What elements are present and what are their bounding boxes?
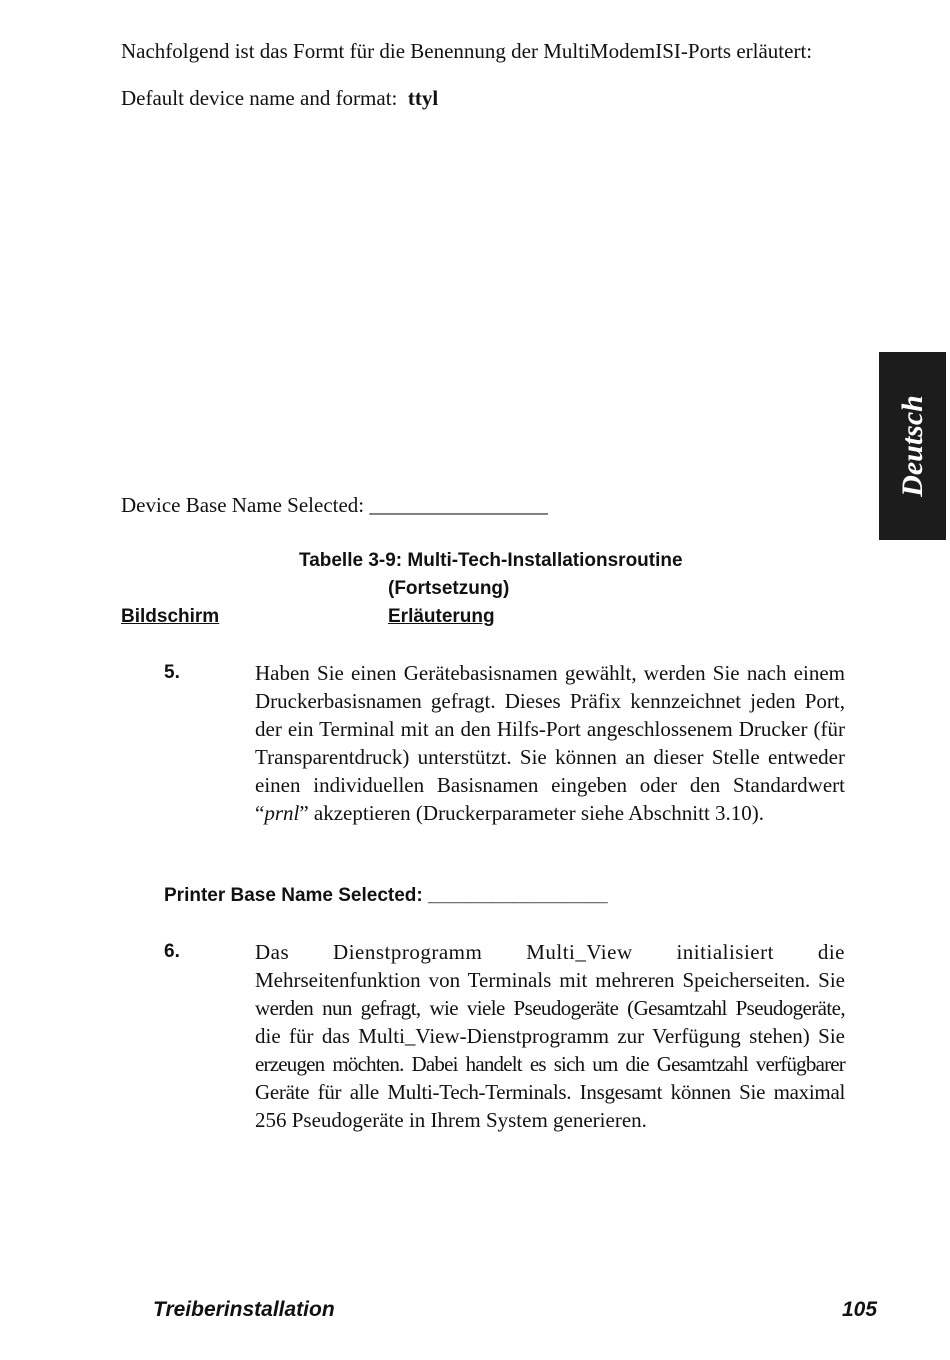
paragraph-line: der ein Terminal mit an den Hilfs-Port angeschlossenem Drucker (für — [255, 717, 845, 741]
default-device-line — [121, 84, 438, 112]
column-header-explanation: Erläuterung — [388, 606, 495, 627]
language-tab-label: Deutsch — [895, 395, 929, 497]
paragraph-line: Druckerbasisnamen gefragt. Dieses Präfix kennzeichnet jeden Port, — [255, 689, 845, 713]
footer-section-title: Treiberinstallation — [153, 1298, 335, 1321]
default-device-label: Default device name and format: — [121, 86, 398, 110]
paragraph-line: einen individuellen Basisnamen eingeben oder den Standardwert — [255, 773, 845, 797]
device-base-blank: _________________ — [369, 493, 548, 517]
printer-base-blank: _________________ — [428, 885, 608, 906]
paragraph-line: Mehrseitenfunktion von Terminals mit mehreren Speicherseiten. Sie — [255, 968, 845, 992]
paragraph-line: Das Dienstprogramm Multi_View initialisiert die — [255, 940, 845, 964]
step-6-paragraph — [255, 938, 845, 1134]
paragraph-line-last — [255, 799, 845, 827]
paragraph-line: Haben Sie einen Gerätebasisnamen gewählt, werden Sie nach einem — [255, 661, 845, 685]
page-number: 105 — [842, 1298, 878, 1321]
default-device-value: ttyl — [407, 86, 439, 110]
paragraph-line: die für das Multi_View-Dienstprogramm zur Verfügung stehen) Sie — [255, 1024, 845, 1048]
step-number: 5. — [164, 662, 180, 683]
paragraph-line-rest: ” akzeptieren (Druckerparameter siehe Abschnitt 3.10). — [299, 801, 765, 825]
column-header-screen: Bildschirm — [121, 606, 220, 627]
paragraph-line: Transparentdruck) unterstützt. Sie können an dieser Stelle entweder — [255, 745, 845, 769]
paragraph-line: erzeugen möchten. Dabei handelt es sich um die Gesamtzahl verfügbarer — [255, 1052, 845, 1076]
device-base-name-line — [121, 491, 548, 519]
paragraph-line-last: 256 Pseudogeräte in Ihrem System generieren. — [255, 1108, 647, 1132]
step-5-paragraph — [255, 659, 845, 827]
printer-base-label: Printer Base Name Selected: — [164, 885, 423, 906]
device-base-label: Device Base Name Selected: — [121, 493, 365, 517]
table-caption-continued: (Fortsetzung) — [388, 578, 510, 599]
table-caption-title: Tabelle 3-9: Multi-Tech-Installationsroutine — [299, 550, 683, 571]
printer-base-name-line — [164, 882, 608, 910]
intro-line: Nachfolgend ist das Formt für die Benennung der MultiModemISI-Ports erläutert: — [121, 39, 813, 63]
step-number: 6. — [164, 941, 180, 962]
open-quote: “ — [255, 801, 265, 825]
paragraph-line: werden nun gefragt, wie viele Pseudogeräte (Gesamtzahl Pseudogeräte, — [255, 996, 845, 1020]
default-printer-name: prnl — [264, 801, 300, 825]
language-side-tab — [879, 352, 946, 540]
paragraph-line: Geräte für alle Multi-Tech-Terminals. Insgesamt können Sie maximal — [255, 1080, 845, 1104]
